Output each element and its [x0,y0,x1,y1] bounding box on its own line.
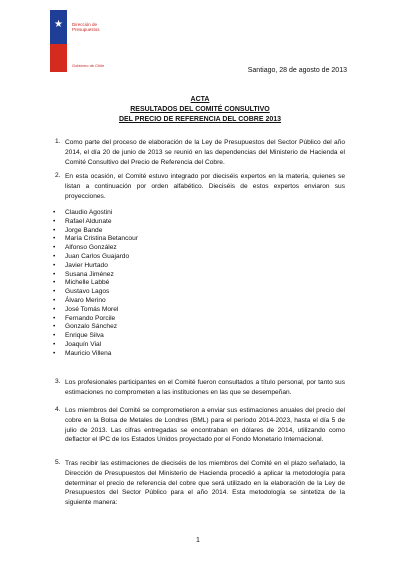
member-name: Rafael Aldunate [65,217,112,225]
paragraph-4: Los miembros del Comité se comprometieron a enviar sus estimaciones anuales del precio del cobre en la Bolsa de Metales de Londres (BML) para el período 2014-2023, hasta el día 5 de julio de 2013. Las cifras entregadas se encontraban en dólares de 2014, utilizando como deflactor el IPC de los Estados Unidos proyectado por el Fondo Monetario Internacional. [65,407,345,444]
member-name: Gustavo Lagos [65,288,110,296]
list-item [53,253,138,262]
bullet-icon: • [53,305,56,313]
paragraph-1: Como parte del proceso de elaboración de la Ley de Presupuestos del Sector Público del año 2014, el día 20 de junio de 2013 se reunió en las dependencias del Ministerio de Hacienda el Comité Consultivo del Precio de Referencia del Cobre. [65,139,345,166]
bullet-icon: • [53,261,56,269]
heading-results: RESULTADOS DEL COMITÉ CONSULTIVO [130,106,270,113]
bullet-icon: • [53,332,56,340]
paragraph-2: En esta ocasión, el Comité estuvo integrado por dieciséis expertos en la materia, quienes se listan a continuación por orden alfabético. Dieciséis de estos expertos enviaron sus proyecciones. [65,173,345,200]
member-name: Alfonso González [65,244,117,252]
member-name: Jorge Bande [65,226,103,234]
heading-copper-price: DEL PRECIO DE REFERENCIA DEL COBRE 2013 [118,116,282,123]
member-name: María Cristina Betancour [65,235,138,243]
list-item [53,297,138,306]
logo-red-block [50,44,67,72]
bullet-icon: • [53,323,56,331]
list-item [53,350,138,359]
member-name: Susana Jiménez [65,270,114,278]
bullet-icon: • [53,226,56,234]
list-item [53,244,138,253]
member-name: Fernando Porcile [65,314,116,322]
member-name: Gonzalo Sánchez [65,323,118,331]
star-icon: ★ [54,19,63,30]
logo-text-ministry: Dirección de Presupuestos [72,22,100,32]
list-item [53,279,138,288]
bullet-icon: • [53,252,56,260]
paragraph-number: 4. [55,406,61,413]
list-item [53,218,138,227]
paragraph-number: 5. [55,459,61,466]
document-date: Santiago, 28 de agosto de 2013 [247,67,347,74]
member-name: Álvaro Merino [65,296,106,304]
member-name: Javier Hurtado [65,261,108,269]
gobierno-logo [50,10,108,72]
paragraph-number: 1. [55,138,61,145]
list-item [53,271,138,280]
bullet-icon: • [53,314,56,322]
bullet-icon: • [53,296,56,304]
list-item [53,235,138,244]
member-name: Juan Carlos Guajardo [65,252,130,260]
bullet-icon: • [53,340,56,348]
member-name: Mauricio Villena [65,349,112,357]
list-item [53,332,138,341]
bullet-icon: • [53,288,56,296]
committee-member-list [53,209,138,359]
bullet-icon: • [53,244,56,252]
list-item [53,288,138,297]
bullet-icon: • [53,349,56,357]
list-item [53,227,138,236]
bullet-icon: • [53,209,56,216]
member-name: Michelle Labbé [65,279,110,287]
list-item [53,341,138,350]
page-number: 1 [196,537,200,544]
paragraph-number: 2. [55,172,61,179]
bullet-icon: • [53,279,56,287]
member-name: Enrique Silva [65,332,104,340]
bullet-icon: • [53,217,56,225]
paragraph-number: 3. [55,378,61,385]
list-item [53,209,138,218]
list-item [53,306,138,315]
member-name: José Tomás Morel [65,305,119,313]
heading-acta: ACTA [190,96,210,103]
bullet-icon: • [53,270,56,278]
member-name: Joaquín Vial [65,340,102,348]
logo-text-government: Gobierno de Chile [72,63,105,68]
paragraph-3: Los profesionales participantes en el Comité fueron consultados a título personal, por tanto sus estimaciones no comprometen a las instituciones en las que se desempeñan. [65,379,345,396]
paragraph-5: Tras recibir las estimaciones de dieciséis de los miembros del Comité en el plazo señalado, la Dirección de Presupuestos del Ministerio de Hacienda procedió a aplicar la metodología para determinar el precio de referencia del cobre que será utilizado en la elaboración de la Ley de Presupuestos del Sector Público para el año 2014. Esta metodología se sintetiza de la siguiente manera: [65,460,345,507]
list-item [53,315,138,324]
bullet-icon: • [53,235,56,243]
list-item [53,323,138,332]
member-name: Claudio Agostini [65,209,113,216]
list-item [53,262,138,271]
